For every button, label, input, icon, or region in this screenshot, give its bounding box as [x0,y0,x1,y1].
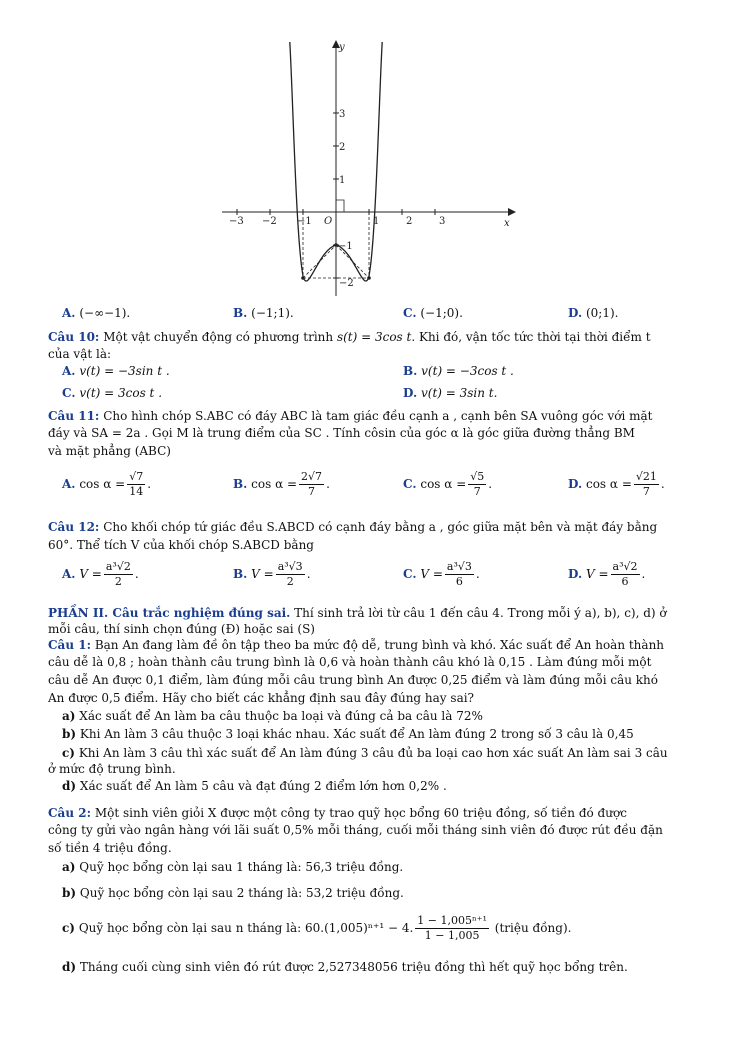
q10-stem: Câu 10: Một vật chuyển động có phương trình s(t) = 3cos t. Khi đó, vận tốc tức thời tại thời điểm t [48,330,651,344]
function-graph [218,38,518,300]
q12-option-a: A. V = $\frac{\text{a³√2}}{2}$ . [62,560,139,588]
p2q1-stem-1: Câu 1: Bạn An đang làm đề ôn tập theo ba mức độ dễ, trung bình và khó. Xác suất để An hoàn thành [48,638,665,652]
x-label: x [504,218,510,229]
x-tick: 1 [373,216,380,227]
x-tick: 2 [406,216,413,227]
p2q2-stem-2: công ty gửi vào ngân hàng với lãi suất 0,5% mỗi tháng, cuối mỗi tháng sinh viên đó được rút đều đặn [48,823,663,837]
p2q1-stem-3: câu dễ An được 0,1 điểm, làm đúng mỗi câu trung bình An được 0,25 điểm và làm đúng mỗi câu khó [48,673,658,687]
q12-option-d: D. V = $\frac{\text{a³√2}}{6}$ . [568,560,646,588]
part2-subheading: mỗi câu, thí sinh chọn đúng (Đ) hoặc sai (S) [48,622,315,636]
q9-option-c: C. (−1;0). [403,306,463,320]
q12-stem-1: Câu 12: Cho khối chóp tứ giác đều S.ABCD có cạnh đáy bằng a , góc giữa mặt bên và mặt đáy bằng [48,520,658,534]
p2q1-c: c) Khi An làm 3 câu thì xác suất để An làm đúng 3 câu đủ ba loại cao hơn xác suất An làm sai 3 câu [62,746,668,760]
p2q2-c: c) Quỹ học bổng còn lại sau n tháng là: 60.(1,005)ⁿ⁺¹ − 4. $\frac{\text{1 − 1,005ⁿ⁺¹}}{1 - 1,005}$ (triệu đồng). [62,914,572,942]
y-tick: 3 [339,109,346,120]
p2q2-b: b) Quỹ học bổng còn lại sau 2 tháng là: 53,2 triệu đồng. [62,886,404,900]
p2q2-stem-1: Câu 2: Một sinh viên giỏi X được một công ty trao quỹ học bổng 60 triệu đồng, số tiền đó được [48,806,627,820]
p2q1-b: b) Khi An làm 3 câu thuộc 3 loại khác nhau. Xác suất để An làm đúng 2 trong số 3 câu là 0,45 [62,727,634,741]
origin-label: O [324,216,333,227]
q11-option-c: C. cos α = $\frac{√5}{7}$ . [403,470,493,498]
q10-stem-2: của vật là: [48,347,112,361]
q9-option-b: B. (−1;1). [233,306,294,320]
q9-option-d: D. (0;1). [568,306,619,320]
x-tick: −2 [262,216,277,227]
y-tick: 2 [339,142,346,153]
q11-option-a: A. cos α = $\frac{√7}{14}$ . [62,470,152,498]
q11-option-d: D. cos α = $\frac{√21}{7}$ . [568,470,665,498]
q12-stem-2: 60°. Thể tích V của khối chóp S.ABCD bằng [48,538,314,552]
x-tick: −1 [297,216,312,227]
p2q2-d: d) Tháng cuối cùng sinh viên đó rút được 2,527348056 triệu đồng thì hết quỹ học bổng trên. [62,960,628,974]
q12-option-c: C. V = $\frac{\text{a³√3}}{6}$ . [403,560,480,588]
q12-option-b: B. V = $\frac{\text{a³√3}}{2}$ . [233,560,311,588]
q9-option-a: A. (−∞−1). [62,306,131,320]
part2-heading: PHẦN II. Câu trắc nghiệm đúng sai. Thí sinh trả lời từ câu 1 đến câu 4. Trong mỗi ý a), b), c), d) ở [48,606,667,620]
q11-stem-2: đáy và SA = 2a . Gọi M là trung điểm của SC . Tính côsin của góc α là góc giữa đường thẳng BM [48,426,635,440]
y-label: y [339,42,345,53]
p2q2-a: a) Quỹ học bổng còn lại sau 1 tháng là: 56,3 triệu đồng. [62,860,404,874]
x-tick: 3 [439,216,446,227]
x-tick: −3 [229,216,244,227]
q10-option-b: B. v(t) = −3cos t . [403,364,514,378]
q11-option-b: B. cos α = $\frac{2√7}{7}$ . [233,470,330,498]
p2q1-d: d) Xác suất để An làm 5 câu và đạt đúng 2 điểm lớn hơn 0,2% . [62,779,447,793]
p2q1-c-cont: ở mức độ trung bình. [48,762,176,776]
q11-stem-1: Câu 11: Cho hình chóp S.ABC có đáy ABC là tam giác đều cạnh a , cạnh bên SA vuông góc với mặt [48,409,653,423]
q10-option-d: D. v(t) = 3sin t. [403,386,498,400]
y-tick: −1 [338,241,353,252]
q11-stem-3: và mặt phẳng (ABC) [48,444,171,458]
p2q1-stem-2: câu dễ là 0,8 ; hoàn thành câu trung bình là 0,6 và hoàn thành câu khó là 0,15 . Làm đúng mỗi một [48,655,652,669]
y-tick: 1 [339,175,346,186]
p2q2-stem-3: số tiền 4 triệu đồng. [48,841,172,855]
p2q1-stem-4: An được 0,5 điểm. Hãy cho biết các khẳng định sau đây đúng hay sai? [48,691,474,705]
p2q1-a: a) Xác suất để An làm ba câu thuộc ba loại và đúng cả ba câu là 72% [62,709,483,723]
y-tick: −2 [339,278,354,289]
q10-option-c: C. v(t) = 3cos t . [62,386,163,400]
q10-option-a: A. v(t) = −3sin t . [62,364,170,378]
